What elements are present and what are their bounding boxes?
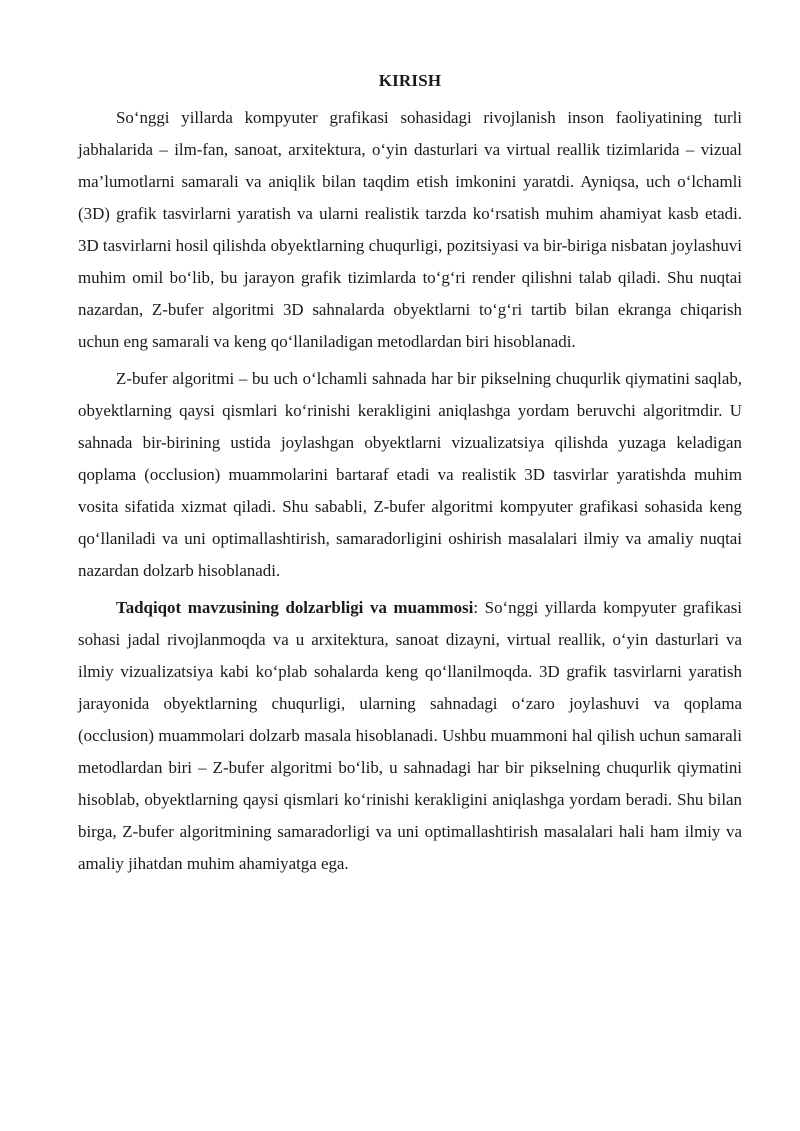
paragraph-zbuffer <box>78 363 742 587</box>
paragraph-intro <box>78 102 742 358</box>
paragraph-relevance-lead: Tadqiqot mavzusining dolzarbligi va muammosi <box>116 598 474 617</box>
page-title: KIRISH <box>378 71 442 90</box>
paragraph-relevance <box>78 592 742 880</box>
document-page <box>78 70 742 883</box>
paragraph-zbuffer-text: Z-bufer algoritmi – bu uch o‘lchamli sahnada har bir pikselning chuqurlik qiymatini saqlab, obyektlarning qaysi qismlari ko‘rinishi kerakligini aniqlashga yordam beruvchi algoritmdir. U sahnada bir-birining ustida joylashgan obyektlarni vizualizatsiya qilishda yuzaga keladigan qoplama (occlusion) muammolarini bartaraf etadi va realistik 3D tasvirlar yaratishda muhim vosita sifatida xizmat qiladi. Shu sababli, Z-bufer algoritmi kompyuter grafikasi sohasida keng qo‘llaniladi va uni optimallashtirish, samaradorligini oshirish masalalari ilmiy va amaliy nuqtai nazardan dolzarb hisoblanadi. <box>78 369 742 580</box>
paragraph-intro-text: So‘nggi yillarda kompyuter grafikasi sohasidagi rivojlanish inson faoliyatining turli jabhalarida – ilm-fan, sanoat, arxitektura, o‘yin dasturlari va virtual reallik tizimlarida – vizual ma’lumotlarni samarali va aniqlik bilan taqdim etish imkonini yaratdi. Ayniqsa, uch o‘lchamli (3D) grafik tasvirlarni yaratish va ularni realistik tarzda ko‘rsatish muhim ahamiyat kasb etadi. 3D tasvirlarni hosil qilishda obyektlarning chuqurligi, pozitsiyasi va bir-biriga nisbatan joylashuvi muhim omil bo‘lib, bu jarayon grafik tizimlarda to‘g‘ri render qilishni talab qiladi. Shu nuqtai nazardan, Z-bufer algoritmi 3D sahnalarda obyektlarni to‘g‘ri tartib bilan ekranga chiqarish uchun eng samarali va keng qo‘llaniladigan metodlardan biri hisoblanadi. <box>78 108 742 351</box>
paragraph-relevance-text: : So‘nggi yillarda kompyuter grafikasi sohasi jadal rivojlanmoqda va u arxitektura, sanoat dizayni, virtual reallik, o‘yin dasturlari va ilmiy vizualizatsiya kabi ko‘plab sohalarda keng qo‘llanilmoqda. 3D grafik tasvirlarni yaratish jarayonida obyektlarning chuqurligi, ularning sahnadagi o‘zaro joylashuvi va qoplama (occlusion) muammolari dolzarb masala hisoblanadi. Ushbu muammoni hal qilish uchun samarali metodlardan biri – Z-bufer algoritmi bo‘lib, u sahnadagi har bir pikselning chuqurlik qiymatini hisoblab, obyektlarning qaysi qismlari ko‘rinishi kerakligini aniqlashga yordam beradi. Shu bilan birga, Z-bufer algoritmining samaradorligi va uni optimallashtirish masalalari hali ham ilmiy va amaliy jihatdan muhim ahamiyatga ega. <box>78 598 743 873</box>
